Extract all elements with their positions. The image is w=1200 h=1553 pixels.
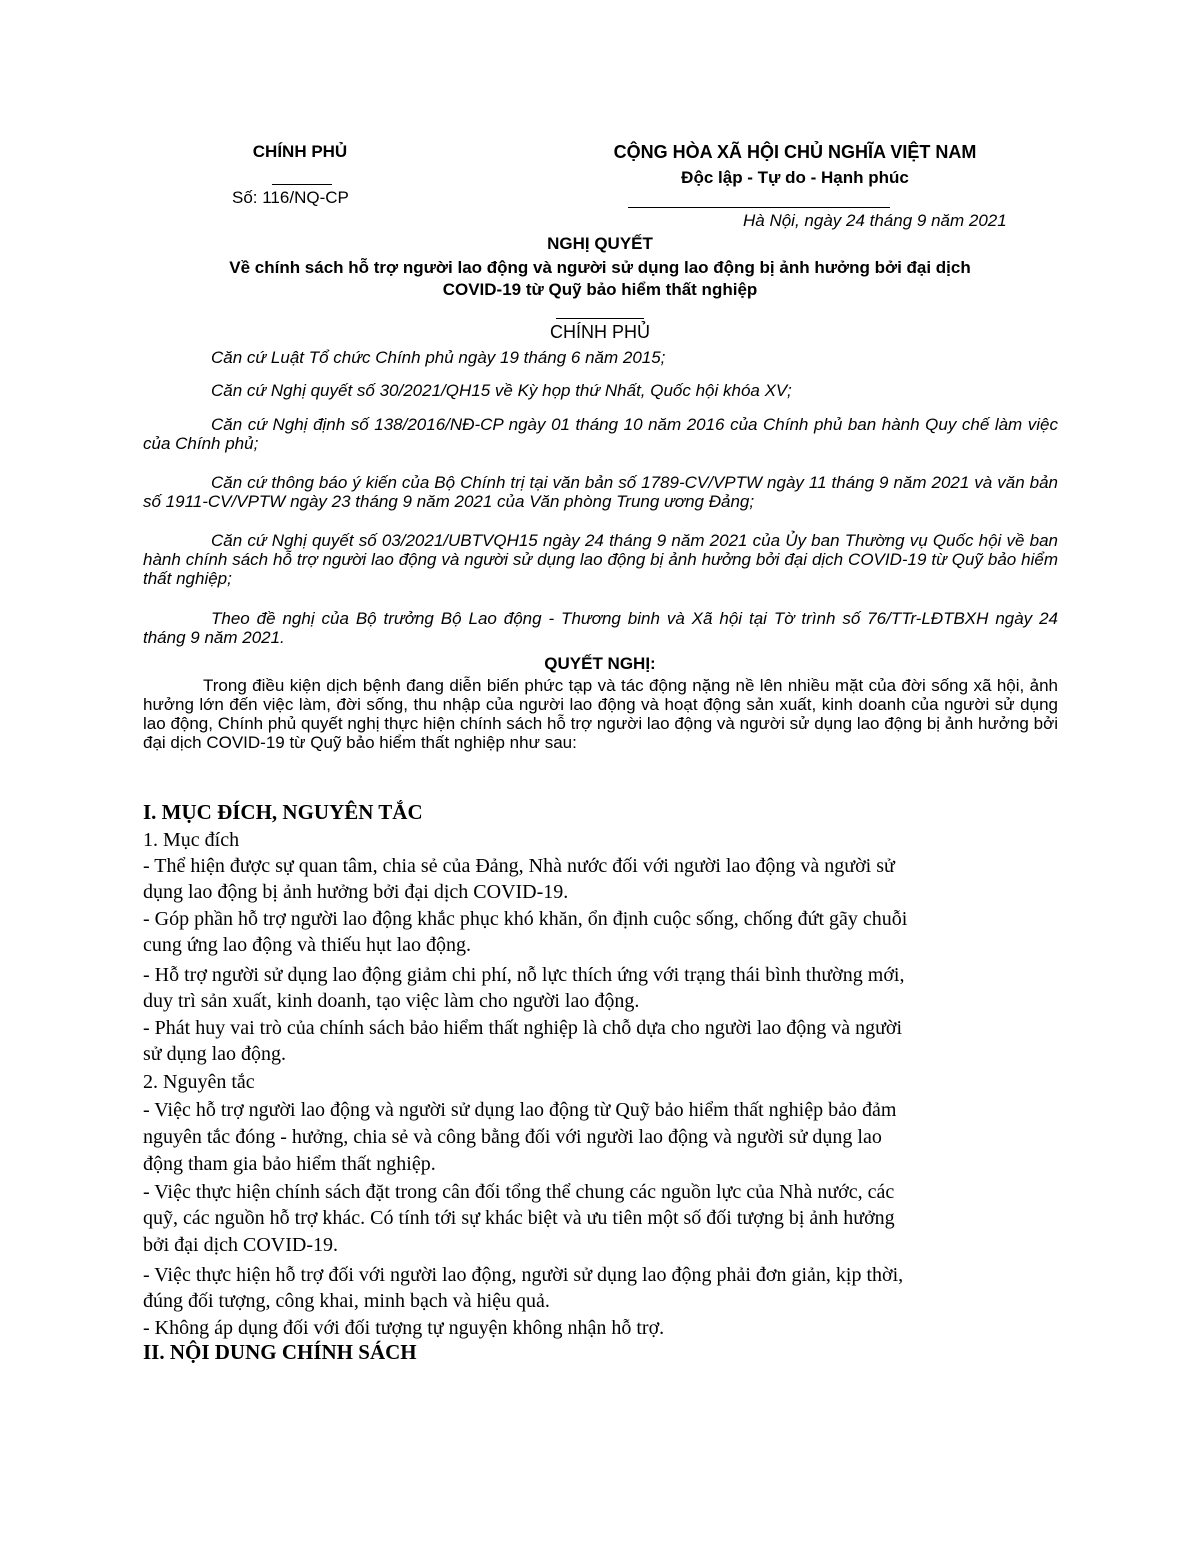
document-type: NGHỊ QUYẾT <box>547 234 653 253</box>
resolves-heading: QUYẾT NGHỊ: <box>544 654 656 673</box>
header-left <box>200 142 400 162</box>
principle-line: đúng đối tượng, công khai, minh bạch và hiệu quả. <box>143 1290 550 1312</box>
principle-line: động tham gia bảo hiểm thất nghiệp. <box>143 1153 436 1175</box>
intro-paragraph: Trong điều kiện dịch bệnh đang diễn biến phức tạp và tác động nặng nề lên nhiều mặt của đời sống xã hội, ảnh hưởng lớn đến việc làm, đời sống, thu nhập của người lao động và hoạt động sản xuất, kinh doanh của người sử dụng lao động, Chính phủ quyết nghị thực hiện chính sách hỗ trợ người lao động và người sử dụng lao động bị ảnh hưởng bởi đại dịch COVID-19 từ Quỹ bảo hiểm thất nghiệp như sau: <box>143 676 1058 752</box>
principle-line: quỹ, các nguồn hỗ trợ khác. Có tính tới sự khác biệt và ưu tiên một số đối tượng bị ảnh hưởng <box>143 1207 895 1229</box>
issuer-name: CHÍNH PHỦ <box>549 322 650 342</box>
section-1-heading: I. MỤC ĐÍCH, NGUYÊN TẮC <box>143 800 423 824</box>
purpose-line: sử dụng lao động. <box>143 1043 287 1065</box>
nation-name: CỘNG HÒA XÃ HỘI CHỦ NGHĨA VIỆT NAM <box>613 142 977 162</box>
preamble-clause: Căn cứ Nghị quyết số 30/2021/QH15 về Kỳ họp thứ Nhất, Quốc hội khóa XV; <box>211 381 792 400</box>
document-subject-line-1: Về chính sách hỗ trợ người lao động và người sử dụng lao động bị ảnh hưởng bởi đại dịch <box>229 258 971 277</box>
principle-line: - Việc thực hiện hỗ trợ đối với người lao động, người sử dụng lao động phải đơn giản, kịp thời, <box>143 1264 904 1286</box>
agency-underline <box>272 184 332 185</box>
subsection-principles: 2. Nguyên tắc <box>143 1071 255 1093</box>
purpose-line: cung ứng lao động và thiếu hụt lao động. <box>143 934 472 956</box>
purpose-line: dụng lao động bị ảnh hưởng bởi đại dịch COVID-19. <box>143 881 569 903</box>
motto-underline <box>628 207 890 208</box>
principle-line: - Việc thực hiện chính sách đặt trong cân đối tổng thể chung các nguồn lực của Nhà nước, các <box>143 1181 895 1203</box>
purpose-line: - Phát huy vai trò của chính sách bảo hiểm thất nghiệp là chỗ dựa cho người lao động và người <box>143 1017 903 1039</box>
principle-line: bởi đại dịch COVID-19. <box>143 1234 338 1256</box>
purpose-line: - Góp phần hỗ trợ người lao động khắc phục khó khăn, ổn định cuộc sống, chống đứt gãy chuỗi <box>143 908 908 930</box>
preamble-clause: Căn cứ Nghị quyết số 03/2021/UBTVQH15 ngày 24 tháng 9 năm 2021 của Ủy ban Thường vụ Quốc hội về ban hành chính sách hỗ trợ người lao động và người sử dụng lao động bị ảnh hưởng bởi đại dịch COVID-19 từ Quỹ bảo hiểm thất nghiệp; <box>143 531 1058 588</box>
section-2-heading: II. NỘI DUNG CHÍNH SÁCH <box>143 1340 417 1364</box>
purpose-line: - Thể hiện được sự quan tâm, chia sẻ của Đảng, Nhà nước đối với người lao động và người sử <box>143 855 895 877</box>
document-number: Số: 116/NQ-CP <box>232 188 349 207</box>
place-date: Hà Nội, ngày 24 tháng 9 năm 2021 <box>743 211 1007 230</box>
purpose-line: - Hỗ trợ người sử dụng lao động giảm chi phí, nỗ lực thích ứng với trạng thái bình thường mới, <box>143 964 905 986</box>
document-subject-line-2: COVID-19 từ Quỹ bảo hiểm thất nghiệp <box>442 280 758 299</box>
issuing-agency: CHÍNH PHỦ <box>252 142 348 161</box>
purpose-line: duy trì sản xuất, kinh doanh, tạo việc làm cho người lao động. <box>143 990 640 1012</box>
national-motto: Độc lập - Tự do - Hạnh phúc <box>681 168 909 187</box>
principle-line: nguyên tắc đóng - hưởng, chia sẻ và công bằng đối với người lao động và người sử dụng lao <box>143 1126 882 1148</box>
title-underline <box>556 318 644 319</box>
principle-line: - Việc hỗ trợ người lao động và người sử dụng lao động từ Quỹ bảo hiểm thất nghiệp bảo đảm <box>143 1099 897 1121</box>
subsection-purpose: 1. Mục đích <box>143 829 240 851</box>
header-right <box>520 142 1070 188</box>
preamble-clause: Căn cứ thông báo ý kiến của Bộ Chính trị tại văn bản số 1789-CV/VPTW ngày 11 tháng 9 năm 2021 và văn bản số 1911-CV/VPTW ngày 23 tháng 9 năm 2021 của Văn phòng Trung ương Đảng; <box>143 473 1058 511</box>
preamble-clause: Căn cứ Nghị định số 138/2016/NĐ-CP ngày 01 tháng 10 năm 2016 của Chính phủ ban hành Quy chế làm việc của Chính phủ; <box>143 415 1058 453</box>
principle-line: - Không áp dụng đối với đối tượng tự nguyện không nhận hỗ trợ. <box>143 1317 665 1339</box>
preamble-clause: Căn cứ Luật Tổ chức Chính phủ ngày 19 tháng 6 năm 2015; <box>211 348 666 367</box>
preamble-clause: Theo đề nghị của Bộ trưởng Bộ Lao động - Thương binh và Xã hội tại Tờ trình số 76/TTr-LĐTBXH ngày 24 tháng 9 năm 2021. <box>143 609 1058 647</box>
